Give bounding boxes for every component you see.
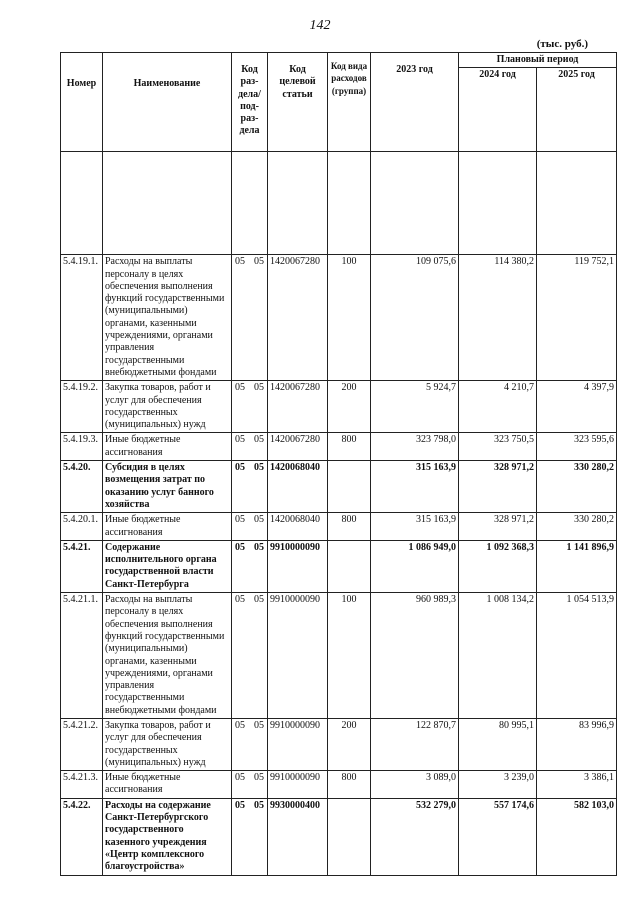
row-value-2025: 83 996,9	[537, 718, 617, 770]
row-section-code	[232, 718, 268, 770]
header-2025: 2025 год	[537, 68, 617, 152]
subsection-code: 05	[254, 462, 264, 474]
row-value-2023: 5 924,7	[371, 381, 459, 433]
row-target-code: 9910000090	[268, 718, 328, 770]
subsection-code: 05	[254, 799, 264, 811]
row-value-2025: 582 103,0	[537, 798, 617, 875]
row-value-2023: 315 163,9	[371, 513, 459, 541]
row-expense-type: 800	[328, 771, 371, 799]
page-number: 142	[309, 18, 331, 33]
row-value-2024: 80 995,1	[459, 718, 537, 770]
budget-table	[60, 52, 617, 876]
row-section-code	[232, 461, 268, 513]
header-spacer-row	[61, 152, 617, 255]
subsection-code: 05	[254, 514, 264, 526]
header-expense-type: Код вида расходов (группа)	[328, 53, 371, 152]
row-value-2025: 1 141 896,9	[537, 540, 617, 592]
row-number: 5.4.22.	[61, 798, 103, 875]
subsection-code: 05	[254, 594, 264, 606]
table-row	[61, 433, 617, 461]
row-target-code: 9910000090	[268, 593, 328, 719]
section-code: 05	[235, 462, 245, 474]
row-number: 5.4.19.1.	[61, 255, 103, 381]
row-value-2024: 1 092 368,3	[459, 540, 537, 592]
table-row	[61, 540, 617, 592]
row-number: 5.4.19.2.	[61, 381, 103, 433]
row-name: Закупка товаров, работ и услуг для обеспечения государственных (муниципальных) нужд	[103, 381, 232, 433]
subsection-code: 05	[254, 772, 264, 784]
row-section-code	[232, 798, 268, 875]
row-value-2023: 315 163,9	[371, 461, 459, 513]
row-name: Содержание исполнительного органа государственной власти Санкт-Петербурга	[103, 540, 232, 592]
table-row	[61, 718, 617, 770]
row-value-2025: 4 397,9	[537, 381, 617, 433]
section-code: 05	[235, 382, 245, 394]
row-value-2023: 109 075,6	[371, 255, 459, 381]
row-name: Расходы на выплаты персоналу в целях обеспечения выполнения функций государственными (муниципальными) органами, казенными учреждениями, органами управления государственными внебюджетными фондами	[103, 593, 232, 719]
row-value-2025: 323 595,6	[537, 433, 617, 461]
row-target-code: 1420068040	[268, 513, 328, 541]
row-expense-type: 800	[328, 433, 371, 461]
row-value-2025: 119 752,1	[537, 255, 617, 381]
table-row	[61, 381, 617, 433]
header-2024: 2024 год	[459, 68, 537, 152]
row-value-2025: 1 054 513,9	[537, 593, 617, 719]
row-number: 5.4.21.3.	[61, 771, 103, 799]
row-number: 5.4.20.	[61, 461, 103, 513]
subsection-code: 05	[254, 719, 264, 731]
subsection-code: 05	[254, 541, 264, 553]
row-section-code	[232, 593, 268, 719]
section-code: 05	[235, 434, 245, 446]
row-name: Расходы на содержание Санкт-Петербургского государственного казенного учреждения «Центр комплексного благоустройства»	[103, 798, 232, 875]
row-name: Иные бюджетные ассигнования	[103, 433, 232, 461]
section-code: 05	[235, 594, 245, 606]
table-row	[61, 593, 617, 719]
row-expense-type: 800	[328, 513, 371, 541]
row-expense-type: 100	[328, 593, 371, 719]
row-target-code: 1420067280	[268, 255, 328, 381]
row-expense-type	[328, 798, 371, 875]
section-code: 05	[235, 541, 245, 553]
section-code: 05	[235, 772, 245, 784]
row-value-2023: 960 989,3	[371, 593, 459, 719]
row-expense-type	[328, 461, 371, 513]
row-target-code: 9910000090	[268, 540, 328, 592]
row-value-2024: 4 210,7	[459, 381, 537, 433]
row-target-code: 9930000400	[268, 798, 328, 875]
header-plan-period: Плановый период	[459, 53, 617, 68]
row-value-2024: 3 239,0	[459, 771, 537, 799]
table-row	[61, 255, 617, 381]
table-row	[61, 798, 617, 875]
row-name: Закупка товаров, работ и услуг для обеспечения государственных (муниципальных) нужд	[103, 718, 232, 770]
subsection-code: 05	[254, 434, 264, 446]
row-name: Иные бюджетные ассигнования	[103, 771, 232, 799]
subsection-code: 05	[254, 256, 264, 268]
row-value-2025: 3 386,1	[537, 771, 617, 799]
row-expense-type	[328, 540, 371, 592]
table-row	[61, 461, 617, 513]
header-2023: 2023 год	[371, 53, 459, 152]
table-row	[61, 513, 617, 541]
row-value-2025: 330 280,2	[537, 513, 617, 541]
row-value-2024: 557 174,6	[459, 798, 537, 875]
row-section-code	[232, 513, 268, 541]
row-number: 5.4.21.2.	[61, 718, 103, 770]
row-value-2024: 323 750,5	[459, 433, 537, 461]
row-value-2024: 1 008 134,2	[459, 593, 537, 719]
row-expense-type: 200	[328, 718, 371, 770]
row-name: Расходы на выплаты персоналу в целях обеспечения выполнения функций государственными (муниципальными) органами, казенными учреждениями, органами управления государственными внебюджетными фондами	[103, 255, 232, 381]
row-value-2025: 330 280,2	[537, 461, 617, 513]
row-number: 5.4.20.1.	[61, 513, 103, 541]
row-value-2023: 3 089,0	[371, 771, 459, 799]
section-code: 05	[235, 799, 245, 811]
row-target-code: 1420067280	[268, 433, 328, 461]
section-code: 05	[235, 256, 245, 268]
row-expense-type: 100	[328, 255, 371, 381]
row-value-2024: 328 971,2	[459, 513, 537, 541]
header-number: Номер	[61, 53, 103, 152]
row-value-2024: 114 380,2	[459, 255, 537, 381]
row-section-code	[232, 433, 268, 461]
header-name: Наименование	[103, 53, 232, 152]
row-expense-type: 200	[328, 381, 371, 433]
subsection-code: 05	[254, 382, 264, 394]
row-target-code: 9910000090	[268, 771, 328, 799]
section-code: 05	[235, 719, 245, 731]
row-name: Субсидия в целях возмещения затрат по оказанию услуг банного хозяйства	[103, 461, 232, 513]
row-section-code	[232, 381, 268, 433]
row-value-2023: 323 798,0	[371, 433, 459, 461]
section-code: 05	[235, 514, 245, 526]
row-section-code	[232, 771, 268, 799]
row-value-2023: 532 279,0	[371, 798, 459, 875]
row-value-2023: 1 086 949,0	[371, 540, 459, 592]
table-body	[61, 255, 617, 875]
header-section: Код раз-дела/ под-раз-дела	[232, 53, 268, 152]
row-number: 5.4.19.3.	[61, 433, 103, 461]
table-header	[61, 53, 617, 255]
row-target-code: 1420068040	[268, 461, 328, 513]
row-number: 5.4.21.1.	[61, 593, 103, 719]
row-name: Иные бюджетные ассигнования	[103, 513, 232, 541]
row-number: 5.4.21.	[61, 540, 103, 592]
row-value-2024: 328 971,2	[459, 461, 537, 513]
units-label: (тыс. руб.)	[536, 38, 588, 50]
table-row	[61, 771, 617, 799]
row-target-code: 1420067280	[268, 381, 328, 433]
row-value-2023: 122 870,7	[371, 718, 459, 770]
row-section-code	[232, 540, 268, 592]
row-section-code	[232, 255, 268, 381]
header-target: Код целевой статьи	[268, 53, 328, 152]
